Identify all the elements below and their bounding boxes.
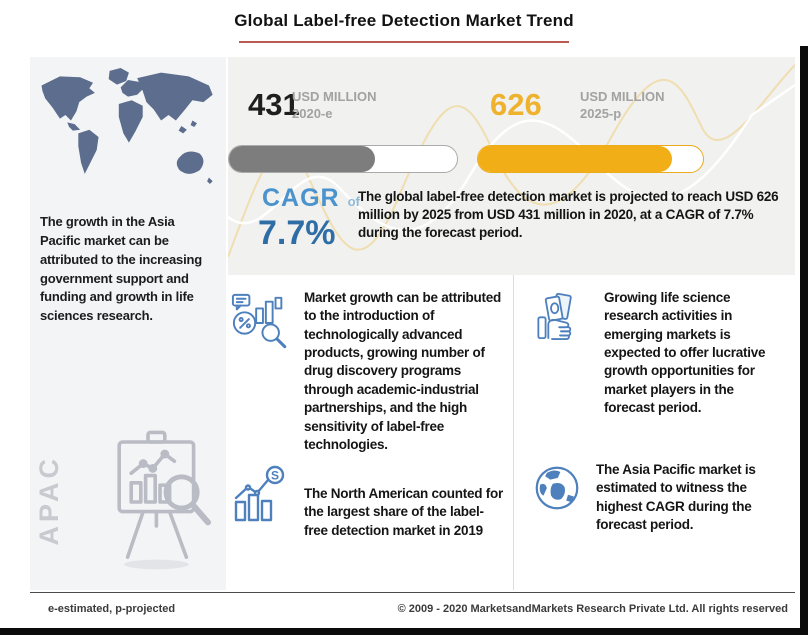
- cagr-word: CAGR: [262, 184, 340, 212]
- market-summary: The global label-free detection market is projected to reach USD 626 million by 2025 from USD 431 million in 2020, at a CAGR of 7.7% during the forecast period.: [358, 189, 779, 241]
- apac-label: APAC: [34, 455, 64, 546]
- highlight-text: The North American counted for the largest share of the label-free detection market in 2019: [304, 486, 504, 538]
- page-title: Global Label-free Detection Market Trend: [234, 11, 574, 30]
- world-map-icon: [36, 65, 220, 199]
- highlight-text: The Asia Pacific market is estimated to witness the highest CAGR during the forecast period.: [596, 462, 756, 533]
- apac-block: [30, 418, 226, 580]
- cagr-label: [262, 184, 360, 213]
- period-2020-label: 2020-e: [292, 105, 333, 121]
- highlight-text: Market growth can be attributed to the introduction of technologically advanced products, growing number of drug discovery programs through academic-industrial partnerships, and the high sensitivity of label-free technologies.: [304, 290, 502, 452]
- cagr-of: of: [347, 194, 360, 209]
- unit-2020: [292, 89, 377, 123]
- unit-2025: [580, 89, 665, 123]
- svg-text:S: S: [270, 468, 280, 483]
- progress-fill-2025: [478, 146, 672, 172]
- cagr-value: 7.7%: [258, 214, 336, 252]
- value-2020: 431: [248, 87, 300, 122]
- image-edge-right: [800, 46, 808, 635]
- progress-bar-2025: [477, 145, 704, 173]
- progress-fill-2020: [229, 146, 375, 172]
- left-panel-description: The growth in the Asia Pacific market can be attributed to the increasing government support and funding and growth in life sciences research.: [40, 214, 202, 324]
- highlight-text: Growing life science research activities in emerging markets is expected to offer lucrative growth opportunities for market players in the forecast period.: [604, 290, 766, 416]
- progress-bar-2020: [228, 145, 458, 173]
- market-analysis-icon: [228, 289, 294, 447]
- footer-divider: [30, 592, 795, 593]
- unit-2020-label: USD MILLION: [292, 89, 377, 104]
- footer-copyright: © 2009 - 2020 MarketsandMarkets Research Private Ltd. All rights reserved: [397, 603, 788, 615]
- highlight-north-america: [228, 447, 513, 590]
- title-underline: [239, 41, 569, 43]
- growth-chart-icon: [228, 461, 294, 590]
- left-panel: [30, 57, 226, 590]
- presentation-board-icon: [100, 426, 220, 578]
- footer-note: e-estimated, p-projected: [48, 603, 176, 615]
- period-2025-label: 2025-p: [580, 105, 622, 121]
- highlight-opportunities: [513, 275, 795, 447]
- highlight-market-growth: [228, 275, 513, 452]
- stats-section: [228, 57, 795, 275]
- money-hand-icon: [528, 289, 594, 447]
- globe-icon: [528, 461, 586, 590]
- value-2025: 626: [490, 87, 542, 122]
- unit-2025-label: USD MILLION: [580, 89, 665, 104]
- highlight-asia-pacific: [513, 447, 795, 590]
- image-edge-bottom: [0, 628, 808, 635]
- highlights-grid: [228, 275, 795, 590]
